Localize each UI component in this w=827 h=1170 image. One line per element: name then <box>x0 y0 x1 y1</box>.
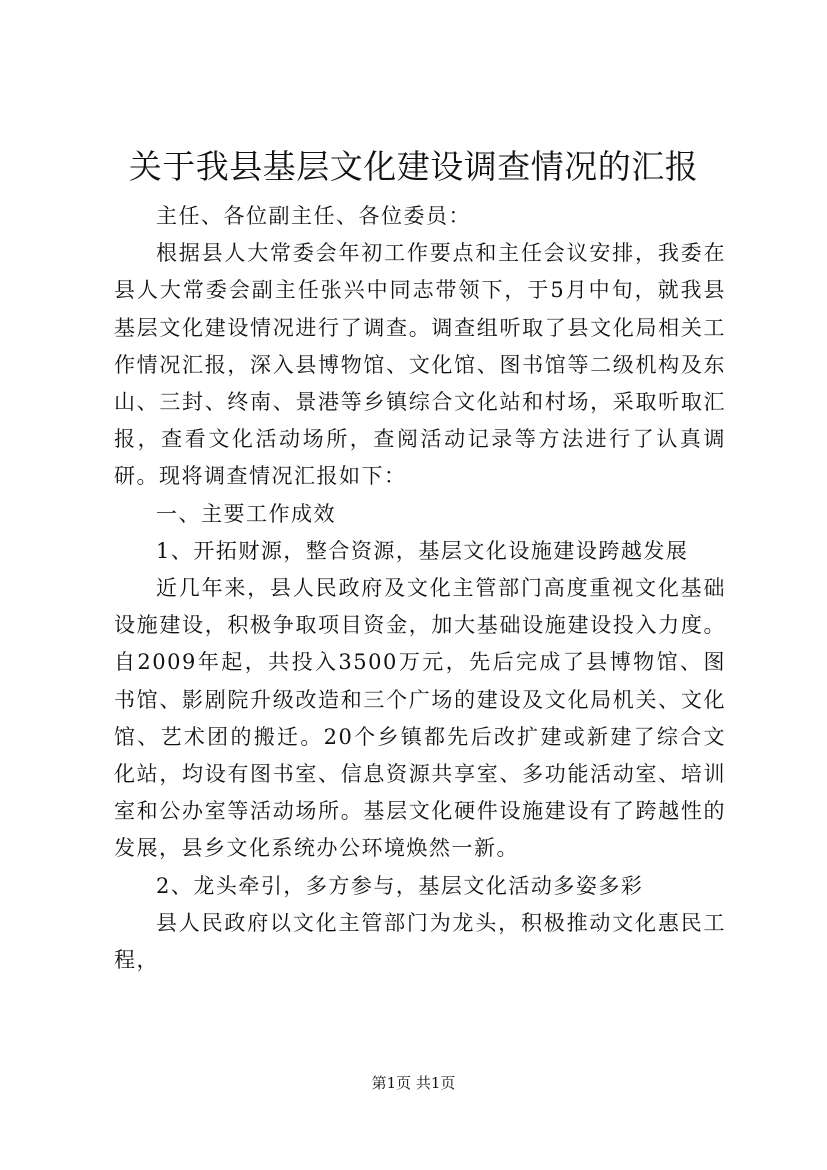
section-heading: 一、主要工作成效 <box>156 501 336 526</box>
subsection-heading: 1、开拓财源，整合资源，基层文化设施建设跨越发展 <box>156 538 689 563</box>
body-paragraph: 县人民政府以文化主管部门为龙头，积极推动文化惠民工程， <box>114 910 726 973</box>
body-paragraph: 近几年来，县人民政府及文化主管部门高度重视文化基础设施建设，积极争取项目资金，加大基础设施建设投入力度。自2009年起，共投入3500万元，先后完成了县博物馆、图书馆、影剧院升级改造和三个广场的建设及文化局机关、文化馆、艺术团的搬迁。20个乡镇都先后改扩建或新建了综合文化站，均设有图书室、信息资源共享室、多功能活动室、培训室和公办室等活动场所。基层文化硬件设施建设有了跨越性的发展，县乡文化系统办公环境焕然一新。 <box>114 576 726 861</box>
intro-paragraph: 根据县人大常委会年初工作要点和主任会议安排，我委在县人大常委会副主任张兴中同志带领下，于5月中旬，就我县基层文化建设情况进行了调查。调查组听取了县文化局相关工作情况汇报，深入县博物馆、文化馆、图书馆等二级机构及东山、三封、终南、景港等乡镇综合文化站和村场，采取听取汇报，查看文化活动场所，查阅活动记录等方法进行了认真调研。现将调查情况汇报如下： <box>114 241 726 489</box>
salutation-paragraph: 主任、各位副主任、各位委员： <box>156 204 471 228</box>
page-footer: 第1页 共1页 <box>371 1074 456 1092</box>
document-title: 关于我县基层文化建设调查情况的汇报 <box>128 147 699 186</box>
document-body <box>114 198 726 979</box>
subsection-heading: 2、龙头牵引，多方参与，基层文化活动多姿多彩 <box>156 873 644 898</box>
